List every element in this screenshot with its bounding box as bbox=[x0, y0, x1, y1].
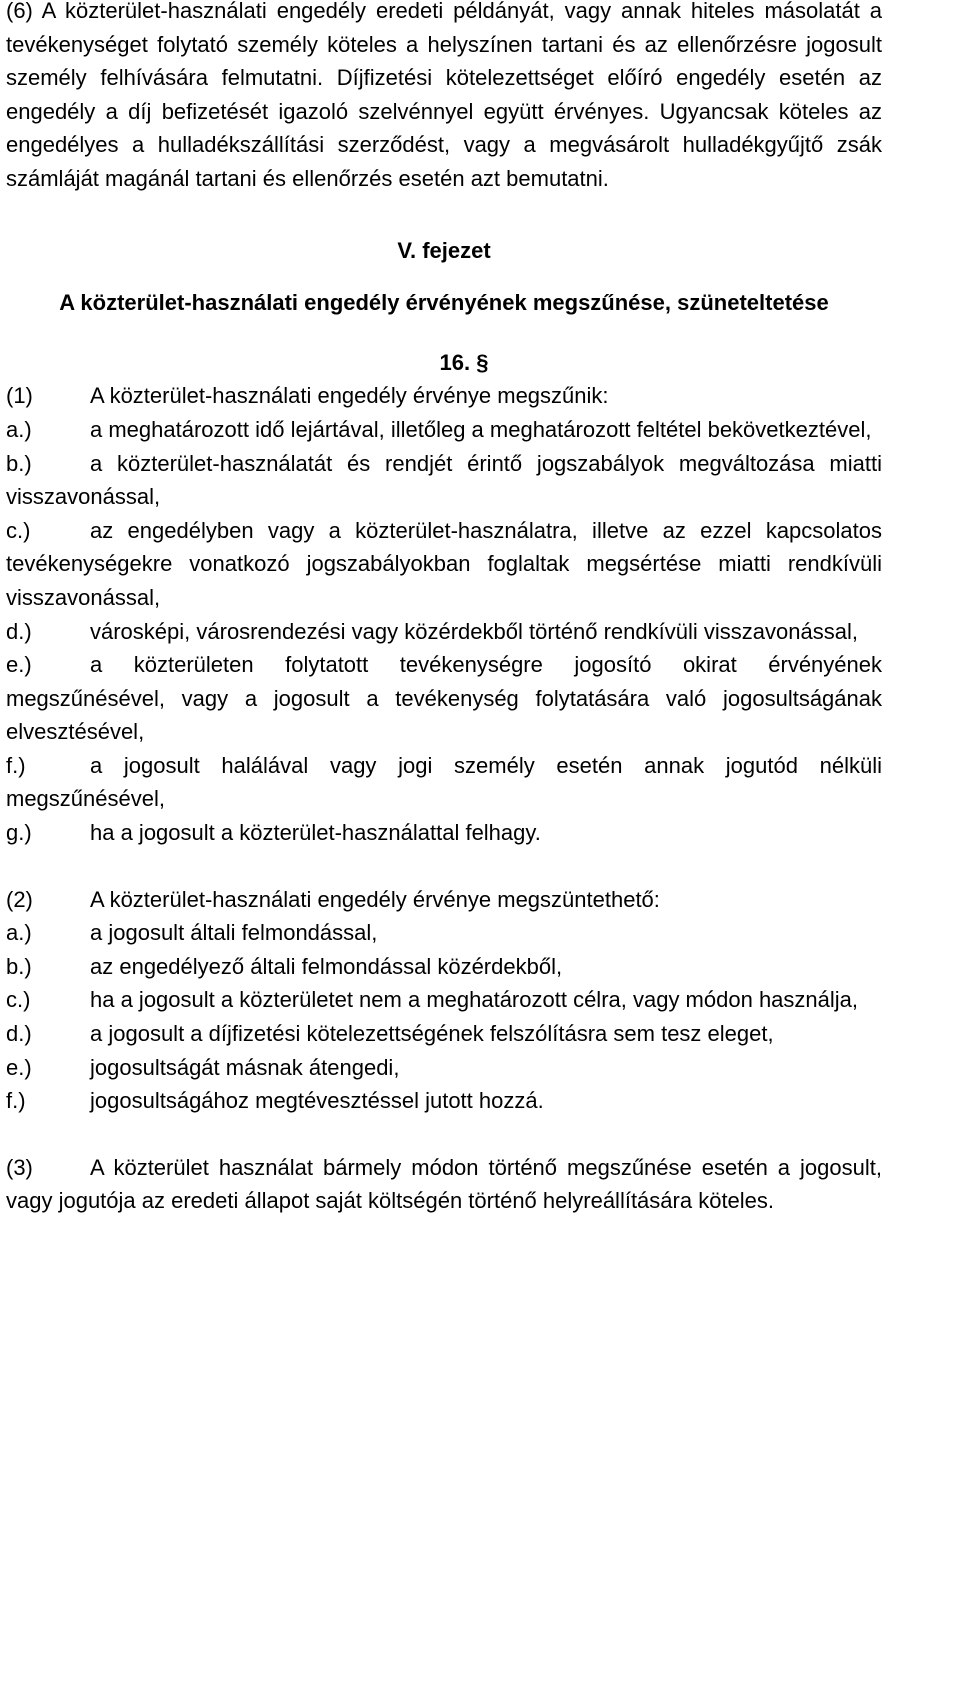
list-item bbox=[6, 648, 882, 749]
list-item bbox=[6, 983, 882, 1017]
list-item-text: ha a jogosult a közterületet nem a meghatározott célra, vagy módon használja, bbox=[90, 987, 859, 1013]
list-item-label: d.) bbox=[6, 1021, 32, 1047]
paragraph-1-lead bbox=[6, 379, 882, 413]
list-item-label: f.) bbox=[6, 1088, 26, 1114]
paragraph-1-label: (1) bbox=[6, 383, 33, 409]
list-item-label: b.) bbox=[6, 953, 32, 979]
list-item-label: e.) bbox=[6, 652, 32, 678]
paragraph-2-label: (2) bbox=[6, 886, 33, 912]
list-item bbox=[6, 615, 882, 649]
list-item bbox=[6, 413, 882, 447]
list-item-label: c.) bbox=[6, 517, 31, 543]
list-item bbox=[6, 950, 882, 984]
list-item bbox=[6, 1017, 882, 1051]
list-item-text: az engedélyben vagy a közterület-használatra, illetve az ezzel kapcsolatos tevékenységekre vonatkozó jogszabályokban foglaltak megsértése miatti rendkívüli visszavonással, bbox=[6, 517, 882, 610]
intro-paragraph: (6) A közterület-használati engedély eredeti példányát, vagy annak hiteles másolatát a tevékenységet folytató személy köteles a helyszínen tartani és az ellenőrzésre jogosult személy felhívására felmutatni. Díjfizetési kötelezettséget előíró engedély esetén az engedély a díj befizetését igazoló szelvénnyel együtt érvényes. Ugyancsak köteles az engedélyes a hulladékszállítási szerződést, vagy a megvásárolt hulladékgyűjtő zsák számláját magánál tartani és ellenőrzés esetén azt bemutatni. bbox=[6, 0, 882, 191]
list-item-label: a.) bbox=[6, 416, 32, 442]
list-item-text: a jogosult a díjfizetési kötelezettségének felszólításra sem tesz eleget, bbox=[90, 1021, 774, 1047]
paragraph-2-lead bbox=[6, 883, 882, 917]
list-item-label: c.) bbox=[6, 987, 31, 1013]
paragraph-2-lead-text: A közterület-használati engedély érvénye megszüntethető: bbox=[90, 886, 660, 912]
list-item-label: b.) bbox=[6, 450, 32, 476]
paragraph-3-text-line bbox=[6, 1151, 882, 1218]
list-item bbox=[6, 447, 882, 514]
list-item-label: g.) bbox=[6, 820, 32, 846]
list-item-text: városképi, városrendezési vagy közérdekből történő rendkívüli visszavonással, bbox=[90, 618, 858, 644]
list-item bbox=[6, 816, 882, 850]
list-item-text: ha a jogosult a közterület-használattal felhagy. bbox=[90, 820, 541, 846]
list-item bbox=[6, 1051, 882, 1085]
section-title: A közterület-használati engedély érvényének megszűnése, szüneteltetése bbox=[59, 290, 829, 316]
section-number: 16. § bbox=[439, 349, 489, 375]
paragraph-1-lead-text: A közterület-használati engedély érvénye megszűnik: bbox=[90, 383, 609, 409]
list-item bbox=[6, 514, 882, 615]
paragraph-2 bbox=[6, 883, 882, 1118]
paragraph-1 bbox=[6, 379, 882, 849]
list-item-text: a meghatározott idő lejártával, illetőleg a meghatározott feltétel bekövetkeztével, bbox=[90, 416, 872, 442]
list-item-label: e.) bbox=[6, 1054, 32, 1080]
list-item-label: a.) bbox=[6, 920, 32, 946]
list-item bbox=[6, 1084, 882, 1118]
list-item-text: a közterületen folytatott tevékenységre jogosító okirat érvényének megszűnésével, vagy a jogosult a tevékenység folytatására való jogosultságának elvesztésével, bbox=[6, 652, 882, 745]
list-item-text: a közterület-használatát és rendjét érintő jogszabályok megváltozása miatti visszavonással, bbox=[6, 450, 882, 510]
list-item-label: f.) bbox=[6, 752, 26, 778]
paragraph-3-text: A közterület használat bármely módon történő megszűnése esetén a jogosult, vagy jogutója az eredeti állapot saját költségén történő helyreállítására köteles. bbox=[6, 1154, 882, 1214]
list-item-label: d.) bbox=[6, 618, 32, 644]
list-item bbox=[6, 916, 882, 950]
list-item-text: a jogosult halálával vagy jogi személy esetén annak jogutód nélküli megszűnésével, bbox=[6, 752, 882, 812]
list-item-text: jogosultságához megtévesztéssel jutott hozzá. bbox=[90, 1088, 544, 1114]
chapter-heading: V. fejezet bbox=[397, 237, 491, 263]
list-item-text: az engedélyező általi felmondással közérdekből, bbox=[90, 953, 563, 979]
paragraph-3 bbox=[6, 1151, 882, 1218]
paragraph-3-label: (3) bbox=[6, 1154, 33, 1180]
list-item-text: a jogosult általi felmondással, bbox=[90, 920, 378, 946]
list-item bbox=[6, 749, 882, 816]
list-item-text: jogosultságát másnak átengedi, bbox=[90, 1054, 400, 1080]
